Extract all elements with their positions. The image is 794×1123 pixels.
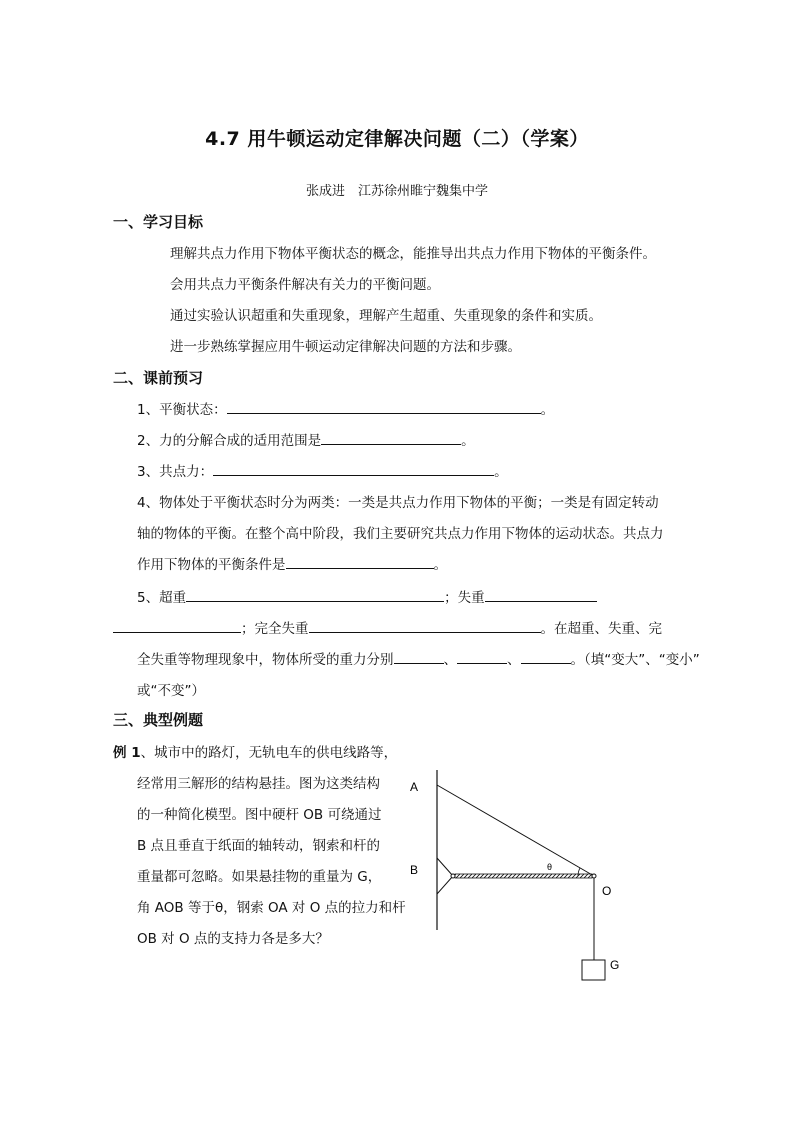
question-4-text: 作用下物体的平衡条件是 <box>137 557 286 573</box>
example-line: OB 对 O 点的支持力各是多大？ <box>137 931 329 947</box>
section-heading-examples: 三、典型例题 <box>113 711 204 729</box>
question-5-text: 5、超重 <box>137 590 187 606</box>
answer-blank[interactable] <box>213 460 494 476</box>
answer-blank[interactable] <box>227 398 541 414</box>
label-a: A <box>410 780 419 794</box>
answer-blank[interactable] <box>286 553 434 569</box>
question-3 <box>137 460 508 480</box>
label-b: B <box>410 863 419 877</box>
label-theta: θ <box>547 862 553 872</box>
question-5-text: ；完全失重 <box>241 621 309 637</box>
answer-blank[interactable] <box>457 648 507 664</box>
goal-item: 会用共点力平衡条件解决有关力的平衡问题。 <box>170 277 440 293</box>
goal-item: 理解共点力作用下物体平衡状态的概念，能推导出共点力作用下物体的平衡条件。 <box>170 246 656 262</box>
question-2 <box>137 429 475 449</box>
question-2-suffix: 。 <box>461 433 475 449</box>
question-4-line2: 轴的物体的平衡。在整个高中阶段，我们主要研究共点力作用下物体的运动状态。共点力 <box>137 526 664 542</box>
answer-blank[interactable] <box>113 617 241 633</box>
section-heading-preview: 二、课前预习 <box>113 369 204 387</box>
question-5-text: 。（填“变大”、“变小” <box>570 652 700 668</box>
question-5-line1 <box>137 586 597 606</box>
weight-box <box>582 960 605 980</box>
hanging-structure-diagram <box>400 770 640 990</box>
question-1-text: 1、平衡状态： <box>137 402 227 418</box>
example-line: B 点且垂直于纸面的轴转动，钢索和杆的 <box>137 838 381 854</box>
example-label: 例 1 <box>113 745 141 761</box>
goal-item: 进一步熟练掌握应用牛顿运动定律解决问题的方法和步骤。 <box>170 339 521 355</box>
answer-blank[interactable] <box>186 586 444 602</box>
example-line: 重量都可忽略。如果悬挂物的重量为 G， <box>137 869 382 885</box>
example-line: 的一种简化模型。图中硬杆 OB 可绕通过 <box>137 807 382 823</box>
answer-blank[interactable] <box>485 586 597 602</box>
answer-blank[interactable] <box>394 648 444 664</box>
question-1-suffix: 。 <box>540 402 555 418</box>
goal-item: 通过实验认识超重和失重现象，理解产生超重、失重现象的条件和实质。 <box>170 308 602 324</box>
author-line: 张成进 江苏徐州睢宁魏集中学 <box>305 184 488 199</box>
question-1 <box>137 398 554 418</box>
answer-blank[interactable] <box>321 429 461 445</box>
label-g: G <box>610 958 620 972</box>
question-5-text: 全失重等物理现象中，物体所受的重力分别 <box>137 652 394 668</box>
question-5-text: ；失重 <box>444 590 485 606</box>
section-heading-goals: 一、学习目标 <box>113 213 204 231</box>
question-5-line3 <box>137 648 700 668</box>
cable-oa <box>437 785 594 876</box>
question-2-text: 2、力的分解合成的适用范围是 <box>137 433 322 449</box>
point-o <box>592 874 596 878</box>
pivot-bracket <box>437 858 453 876</box>
question-4-line1: 4、物体处于平衡状态时分为两类：一类是共点力作用下物体的平衡；一类是有固定转动 <box>137 495 659 511</box>
label-o: O <box>602 884 612 898</box>
pivot-bracket <box>437 876 453 894</box>
example-line: 角 AOB 等于θ，钢索 OA 对 O 点的拉力和杆 <box>137 900 406 916</box>
question-4-suffix: 。 <box>433 557 447 573</box>
pivot-b <box>451 874 455 878</box>
example-text: 、城市中的路灯，无轨电车的供电线路等， <box>140 745 398 761</box>
question-5-text: 。在超重、失重、完 <box>540 621 662 637</box>
question-5-line2 <box>113 617 662 637</box>
question-4-line3 <box>137 553 447 573</box>
question-5-line4: 或“不变”） <box>137 683 205 699</box>
answer-blank[interactable] <box>309 617 541 633</box>
question-3-text: 3、共点力： <box>137 464 214 480</box>
separator: 、 <box>507 652 521 668</box>
question-3-suffix: 。 <box>494 464 508 480</box>
example-line: 经常用三解形的结构悬挂。图为这类结构 <box>137 776 380 792</box>
rod-ob <box>455 874 592 878</box>
example-line <box>113 741 397 761</box>
separator: 、 <box>443 652 457 668</box>
answer-blank[interactable] <box>521 648 571 664</box>
page-title: 4.7 用牛顿运动定律解决问题（二）（学案） <box>205 128 589 150</box>
